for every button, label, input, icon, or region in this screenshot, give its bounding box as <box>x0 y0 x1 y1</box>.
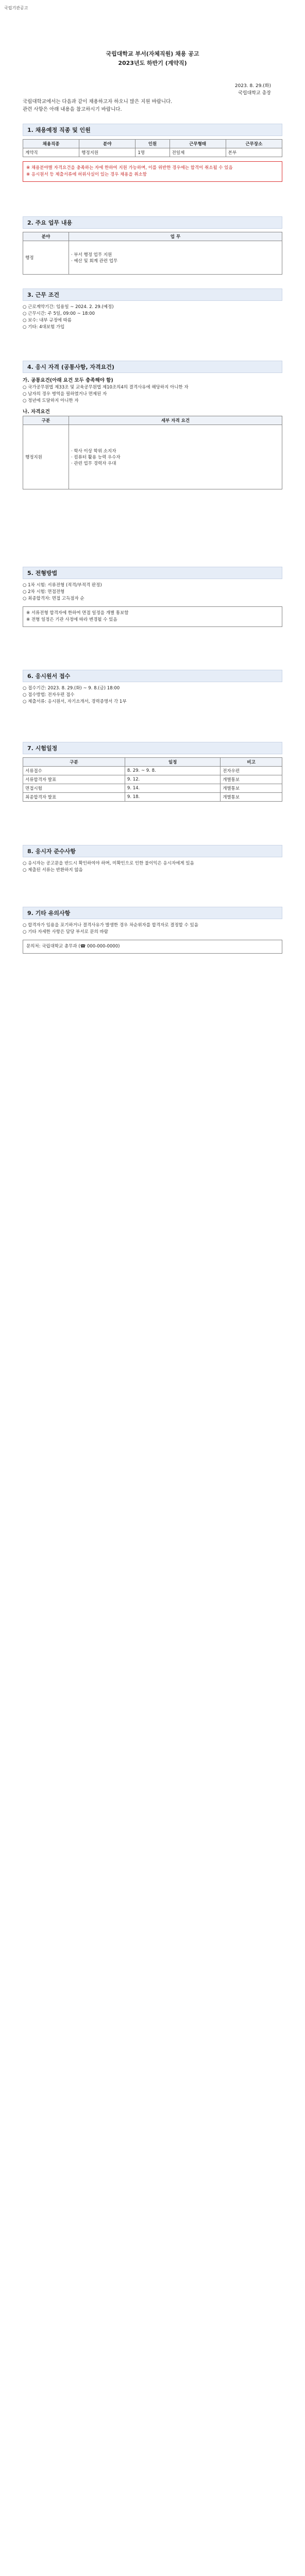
table-cell: 개별통보 <box>221 793 282 802</box>
list-item: ○ 접수방법: 전자우편 접수 <box>23 692 75 698</box>
warning-box <box>23 161 282 182</box>
schedule-table <box>23 757 282 802</box>
list-item: ○ 제출된 서류는 반환하지 않음 <box>23 868 83 873</box>
section-selection <box>23 567 282 627</box>
section-title: 5. 전형방법 <box>23 567 282 579</box>
table-cell: 1명 <box>135 148 170 157</box>
title-line-1: 국립대학교 부서(자체직원) 채용 공고 <box>106 50 199 57</box>
section-title: 4. 응시 자격 (공통사항, 자격요건) <box>23 361 282 373</box>
section-title: 2. 주요 업무 내용 <box>23 216 282 229</box>
table-header: 구분 <box>23 758 125 767</box>
list-item: ○ 접수기간: 2023. 8. 29.(화) ~ 9. 8.(금) 18:00 <box>23 686 120 691</box>
contact-box <box>23 940 282 954</box>
table-header: 분야 <box>79 140 135 148</box>
table-row <box>23 784 282 793</box>
table-cell: · 학사 이상 학위 소지자 · 컴퓨터 활용 능력 우수자 · 관련 업무 경력자 우대 <box>69 425 282 489</box>
intro-text <box>23 98 282 113</box>
table-cell: 9. 12. <box>125 775 220 784</box>
header-label: 국립기관공고 <box>4 6 28 10</box>
table-header: 구분 <box>23 416 69 425</box>
table-header: 업 무 <box>69 232 282 241</box>
table-header: 비고 <box>221 758 282 767</box>
table-cell: 행정지원 <box>79 148 135 157</box>
selection-list <box>23 582 282 602</box>
table-header: 일정 <box>125 758 220 767</box>
conditions-list <box>23 304 282 331</box>
page-title <box>62 49 243 68</box>
notice-line: ※ 서류전형 합격자에 한하여 면접 일정을 개별 통보함 <box>26 611 129 616</box>
table-cell: 행정지원 <box>23 425 69 489</box>
table-cell: 계약직 <box>23 148 79 157</box>
section-notes <box>23 907 282 954</box>
table-cell: 면접시험 <box>23 784 125 793</box>
table-row <box>23 767 282 775</box>
section-schedule <box>23 742 282 802</box>
table-cell: 최종합격자 발표 <box>23 793 125 802</box>
subheading: 나. 자격요건 <box>23 409 50 415</box>
table-cell: 개별통보 <box>221 775 282 784</box>
contact-line: 문의처: 국립대학교 총무과 (☎ 000-000-0000) <box>26 944 120 949</box>
list-item: ○ 2차 시험: 면접전형 <box>23 589 65 595</box>
notice-box <box>23 606 282 627</box>
date-line: 2023. 8. 29.(화) <box>234 83 271 89</box>
table-cell: 본부 <box>226 148 282 157</box>
warning-line: ※ 응시원서 등 제출서류에 허위사실이 있는 경우 채용을 취소함 <box>26 172 147 177</box>
list-item: ○ 합격자가 임용을 포기하거나 결격사유가 발생한 경우 차순위자를 합격자로 결정할 수 있음 <box>23 923 198 928</box>
title-line-2: 2023년도 하반기 (계약직) <box>118 60 187 66</box>
table-cell: 9. 18. <box>125 793 220 802</box>
section-title: 6. 응시원서 접수 <box>23 670 282 682</box>
table-row <box>23 775 282 784</box>
list-item: ○ 응시자는 공고문을 반드시 확인하여야 하며, 미확인으로 인한 불이익은 응시자에게 있음 <box>23 861 194 866</box>
recruitment-table <box>23 139 282 157</box>
table-header: 근무장소 <box>226 140 282 148</box>
table-cell: 8. 29. ~ 9. 8. <box>125 767 220 775</box>
list-item: ○ 보수: 내부 규정에 따름 <box>23 318 72 323</box>
list-item: ○ 기타: 4대보험 가입 <box>23 325 65 330</box>
table-cell: · 부서 행정 업무 지원 · 예산 및 회계 관련 업무 <box>69 241 282 275</box>
section-recruitment <box>23 124 282 182</box>
section-eligibility <box>23 361 282 489</box>
section-rules <box>23 845 282 874</box>
list-item: ○ 1차 시험: 서류전형 (적격/부적격 판정) <box>23 583 102 588</box>
issuer-line: 국립대학교 총장 <box>238 91 271 96</box>
table-row <box>23 793 282 802</box>
application-list <box>23 685 282 705</box>
table-cell: 개별통보 <box>221 784 282 793</box>
table-header: 세부 자격 요건 <box>69 416 282 425</box>
subheading: 가. 공통요건(아래 요건 모두 충족해야 함) <box>23 378 113 383</box>
list-item: ○ 국가공무원법 제33조 및 교육공무원법 제10조의4의 결격사유에 해당하지 아니한 자 <box>23 385 189 390</box>
table-cell: 9. 14. <box>125 784 220 793</box>
notice-line: ※ 전형 일정은 기관 사정에 따라 변경될 수 있음 <box>26 617 117 622</box>
rules-list <box>23 860 282 874</box>
table-header: 채용직종 <box>23 140 79 148</box>
issue-date <box>235 82 271 97</box>
intro-line: 관련 사항은 아래 내용을 참고하시기 바랍니다. <box>23 107 122 112</box>
section-title: 7. 시험일정 <box>23 742 282 754</box>
table-cell: 전일제 <box>170 148 226 157</box>
table-cell: 전자우편 <box>221 767 282 775</box>
notes-list <box>23 922 282 936</box>
section-title: 1. 채용예정 직종 및 인원 <box>23 124 282 136</box>
list-item: ○ 남자의 경우 병역을 필하였거나 면제된 자 <box>23 392 107 397</box>
list-item: ○ 기타 자세한 사항은 담당 부서로 문의 바람 <box>23 929 108 935</box>
section-title: 3. 근무 조건 <box>23 289 282 301</box>
table-cell: 서류접수 <box>23 767 125 775</box>
intro-line: 국립대학교에서는 다음과 같이 채용하고자 하오니 많은 지원 바랍니다. <box>23 99 173 105</box>
duties-table <box>23 232 282 275</box>
list-item: ○ 정년에 도달하지 아니한 자 <box>23 398 79 403</box>
section-title: 9. 기타 유의사항 <box>23 907 282 919</box>
requirements-table <box>23 416 282 489</box>
table-header: 근무형태 <box>170 140 226 148</box>
table-header: 분야 <box>23 232 69 241</box>
warning-line: ※ 채용분야별 자격요건을 충족하는 자에 한하여 지원 가능하며, 이를 위반한 경우에는 합격이 취소될 수 있음 <box>26 165 233 171</box>
list-item: ○ 최종합격자: 면접 고득점자 순 <box>23 596 84 601</box>
table-header: 인원 <box>135 140 170 148</box>
list-item: ○ 근로계약기간: 임용일 ~ 2024. 2. 29.(예정) <box>23 304 114 310</box>
section-conditions <box>23 289 282 331</box>
section-duties <box>23 216 282 275</box>
table-cell: 서류합격자 발표 <box>23 775 125 784</box>
table-row <box>23 148 282 157</box>
table-row <box>23 241 282 275</box>
common-requirements <box>23 384 282 404</box>
list-item: ○ 제출서류: 응시원서, 자기소개서, 경력증명서 각 1부 <box>23 699 127 704</box>
section-application <box>23 670 282 705</box>
list-item: ○ 근무시간: 주 5일, 09:00 ~ 18:00 <box>23 311 95 316</box>
section-title: 8. 응시자 준수사항 <box>23 845 282 857</box>
table-row <box>23 425 282 489</box>
table-cell: 행정 <box>23 241 69 275</box>
